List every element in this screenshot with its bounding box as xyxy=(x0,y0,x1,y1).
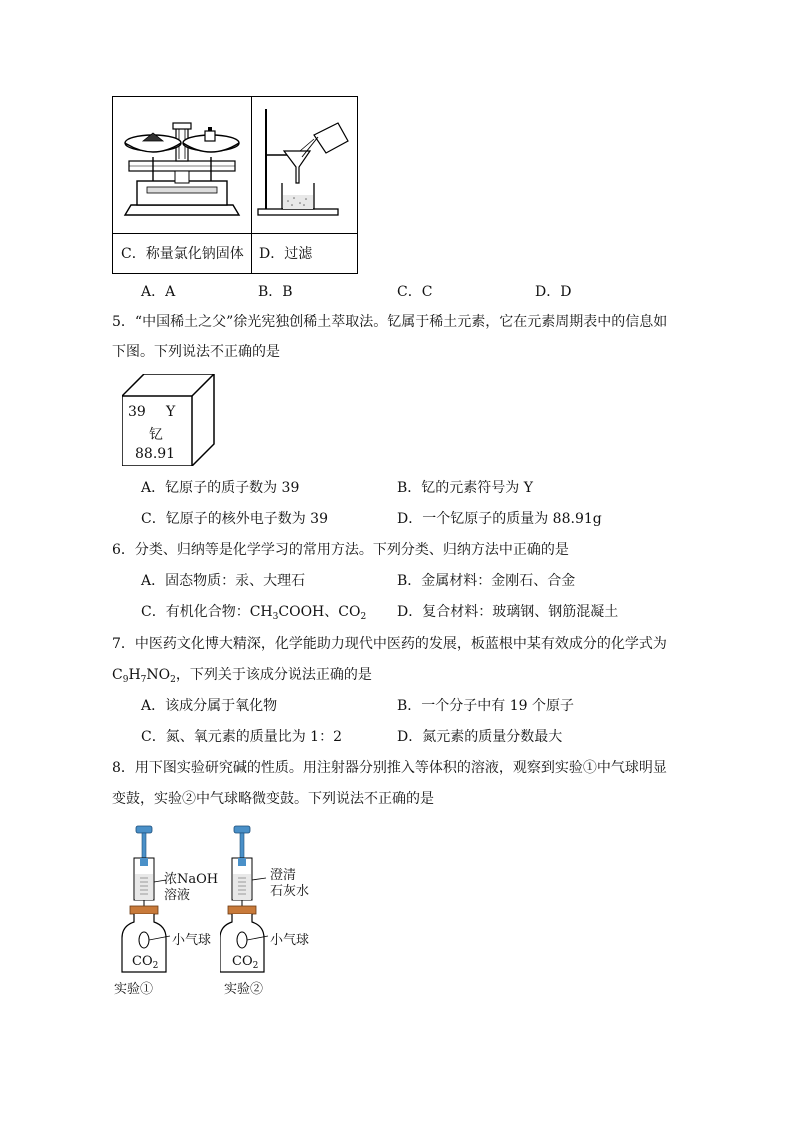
exp2-balloon-label: 小气球 xyxy=(270,933,310,948)
option-c-label-cell xyxy=(112,233,252,274)
q5-stem-line2: 下图。下列说法不正确的是 xyxy=(112,344,280,360)
q5-option-a[interactable]: A．钇原子的质子数为 39 xyxy=(141,480,300,496)
exp2-caption: 实验② xyxy=(224,982,264,997)
q6-option-c[interactable]: C．有机化合物：$CH_3COOH$、$CO_2$ xyxy=(141,604,367,622)
q5-option-d[interactable]: D．一个钇原子的质量为 88.91g xyxy=(397,511,602,527)
experiment-1-figure xyxy=(112,822,222,1002)
option-c-label: C．称量氯化钠固体 xyxy=(121,246,244,262)
q6-stem: 6．分类、归纳等是化学学习的常用方法。下列分类、归纳方法中正确的是 xyxy=(112,542,569,558)
q7-stem-line1: 7．中医药文化博大精深，化学能助力现代中医药的发展，板蓝根中某有效成分的化学式为 xyxy=(112,636,667,652)
option-d-image-cell xyxy=(251,96,358,234)
exp1-gas-label: $CO_2$ xyxy=(132,954,159,971)
q4-option-d[interactable]: D．D xyxy=(535,284,572,300)
exp1-balloon-label: 小气球 xyxy=(172,933,212,948)
q8-stem-line2: 变鼓，实验②中气球略微变鼓。下列说法不正确的是 xyxy=(112,791,434,807)
q6-option-b[interactable]: B．金属材料：金刚石、合金 xyxy=(397,573,576,589)
exp1-liquid-label-1: 浓NaOH xyxy=(164,872,219,887)
element-symbol: Y xyxy=(166,404,176,420)
q4-option-c[interactable]: C．C xyxy=(397,284,433,300)
element-atomic-number: 39 xyxy=(128,404,146,420)
q5-stem-line1: 5．“中国稀土之父”徐光宪独创稀土萃取法。钇属于稀土元素，它在元素周期表中的信息如 xyxy=(112,314,668,330)
q8-stem-line1: 8．用下图实验研究碱的性质。用注射器分别推入等体积的溶液，观察到实验①中气球明显 xyxy=(112,760,667,776)
q5-option-b[interactable]: B．钇的元素符号为 Y xyxy=(397,480,533,496)
q6-option-d[interactable]: D．复合材料：玻璃钢、钢筋混凝土 xyxy=(397,604,619,620)
chemical-formula: $C_9H_7NO_2$ xyxy=(112,667,176,685)
exp2-liquid-label-2: 石灰水 xyxy=(270,884,310,899)
element-atomic-mass: 88.91 xyxy=(135,446,176,462)
exp2-liquid-label-1: 澄清 xyxy=(270,868,297,883)
q5-option-c[interactable]: C．钇原子的核外电子数为 39 xyxy=(141,511,328,527)
option-d-label: D．过滤 xyxy=(259,246,313,262)
q6-option-a[interactable]: A．固态物质：汞、大理石 xyxy=(141,573,306,589)
option-d-label-cell xyxy=(251,233,358,274)
element-card-yttrium xyxy=(122,374,215,466)
filtration-apparatus-illustration xyxy=(252,97,357,233)
experiment-2-figure xyxy=(220,822,330,1002)
q7-option-c[interactable]: C．氮、氧元素的质量比为 1：2 xyxy=(141,729,342,745)
exp2-gas-label: $CO_2$ xyxy=(232,954,259,971)
option-c-image-cell xyxy=(112,96,252,234)
q4-option-b[interactable]: B．B xyxy=(258,284,293,300)
q7-option-b[interactable]: B．一个分子中有 19 个原子 xyxy=(397,698,575,714)
q7-option-a[interactable]: A．该成分属于氧化物 xyxy=(141,698,278,714)
element-name: 钇 xyxy=(149,427,163,443)
balance-scale-illustration xyxy=(113,97,251,233)
q7-stem-line2: $C_9H_7NO_2$，下列关于该成分说法正确的是 xyxy=(112,667,372,685)
exp1-liquid-label-2: 溶液 xyxy=(164,888,191,903)
exp1-caption: 实验① xyxy=(114,982,154,997)
q7-option-d[interactable]: D．氮元素的质量分数最大 xyxy=(397,729,563,745)
q4-option-a[interactable]: A．A xyxy=(141,284,176,300)
